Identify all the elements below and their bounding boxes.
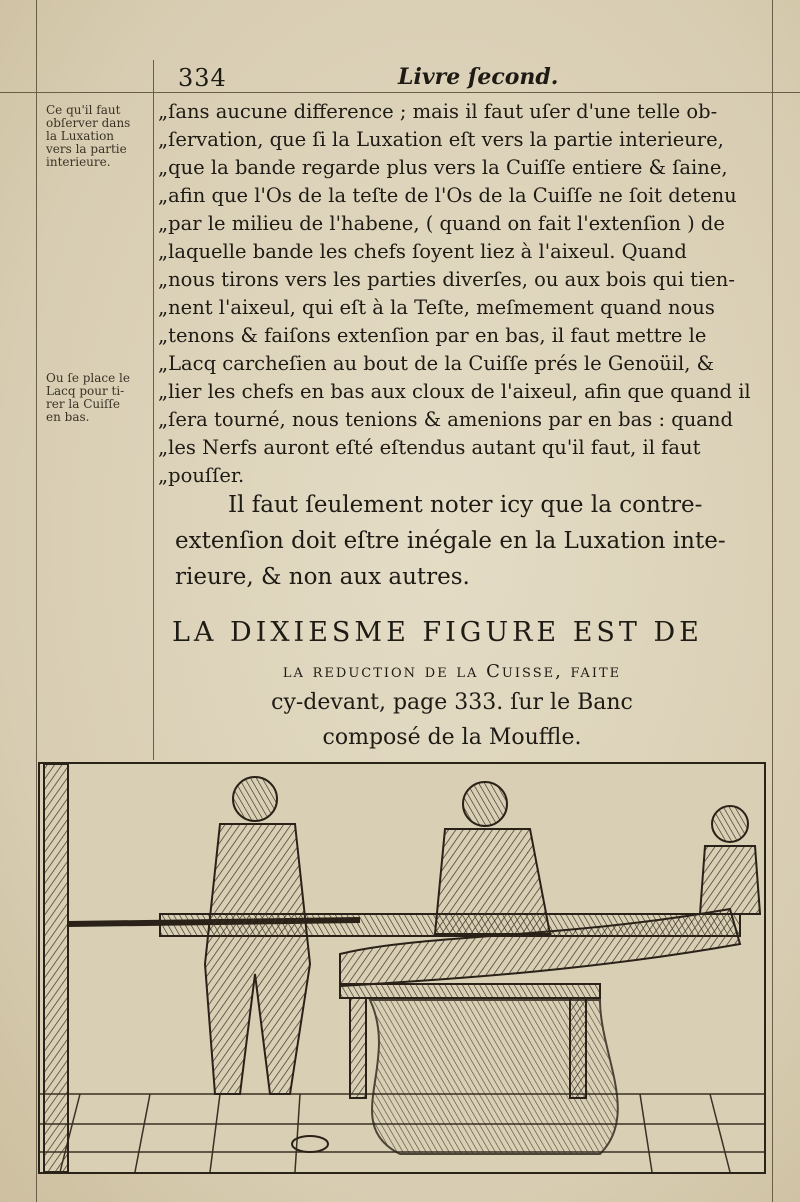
figure-caption-line: composé de la Mouffle. (322, 725, 582, 750)
body-line: „ſans aucune difference ; mais il faut uſer d'une telle ob- (158, 100, 718, 123)
figure-subheading: la reduction de la Cuisse, faite (282, 661, 622, 682)
body-line: „nous tirons vers les parties diverſes, ou aux bois qui tien- (158, 268, 735, 291)
body-line: „que la bande regarde plus vers la Cuiſſe entiere & ſaine, (158, 156, 728, 179)
margin-note-lacq (46, 372, 154, 424)
figure-heading: LA DIXIESME FIGURE EST DE (172, 617, 703, 648)
figure-caption-line: cy-devant, page 333. ſur le Banc (271, 690, 633, 715)
body-line: „tenons & faiſons extenſion par en bas, il faut mettre le (158, 324, 707, 347)
paragraph-line: rieure, & non aux autres. (175, 564, 470, 590)
body-line: „laquelle bande les chefs ſoyent liez à l'aixeul. Quand (158, 240, 687, 263)
paragraph-line: Il faut ſeulement noter icy que la contre- (228, 492, 703, 518)
body-line: „par le milieu de l'habene, ( quand on fait l'extenſion ) de (158, 212, 725, 235)
margin-note-line: la Luxation (46, 129, 115, 143)
body-line: „afin que l'Os de la teſte de l'Os de la Cuiſſe ne ſoit detenu (158, 184, 737, 207)
running-title: Livre ſecond. (398, 64, 559, 90)
margin-note-line: vers la partie (46, 142, 127, 156)
margin-note-line: Ce qu'il faut (46, 103, 121, 117)
body-line: „Lacq carcheſien au bout de la Cuiſſe prés le Genoüil, & (158, 352, 715, 375)
margin-rule-right (772, 0, 773, 1202)
body-line: „les Nerfs auront eſté eſtendus autant qu'il faut, il faut (158, 436, 701, 459)
margin-note-line: Lacq pour ti- (46, 384, 125, 398)
running-head (170, 64, 770, 94)
body-line: „ſervation, que ſi la Luxation eſt vers la partie interieure, (158, 128, 724, 151)
page-number: 334 (178, 64, 227, 92)
margin-note-line: en bas. (46, 410, 90, 424)
margin-note-line: obſerver dans (46, 116, 131, 130)
woodcut-illustration (38, 762, 766, 1174)
margin-note-line: rer la Cuiſſe (46, 397, 120, 411)
margin-note-line: Ou ſe place le (46, 371, 130, 385)
woodcut-drawing (40, 764, 764, 1172)
body-line: „nent l'aixeul, qui eſt à la Teſte, meſmement quand nous (158, 296, 715, 319)
body-line: „ſera tourné, nous tenions & amenions par en bas : quand (158, 408, 733, 431)
paragraph-line: extenſion doit eſtre inégale en la Luxation inte- (175, 528, 726, 554)
margin-note-line: interieure. (46, 155, 111, 169)
margin-note-luxation (46, 104, 154, 169)
body-line: „lier les chefs en bas aux cloux de l'aixeul, afin que quand il (158, 380, 751, 403)
body-line: „pouſſer. (158, 464, 245, 487)
margin-rule-left (36, 0, 37, 1202)
